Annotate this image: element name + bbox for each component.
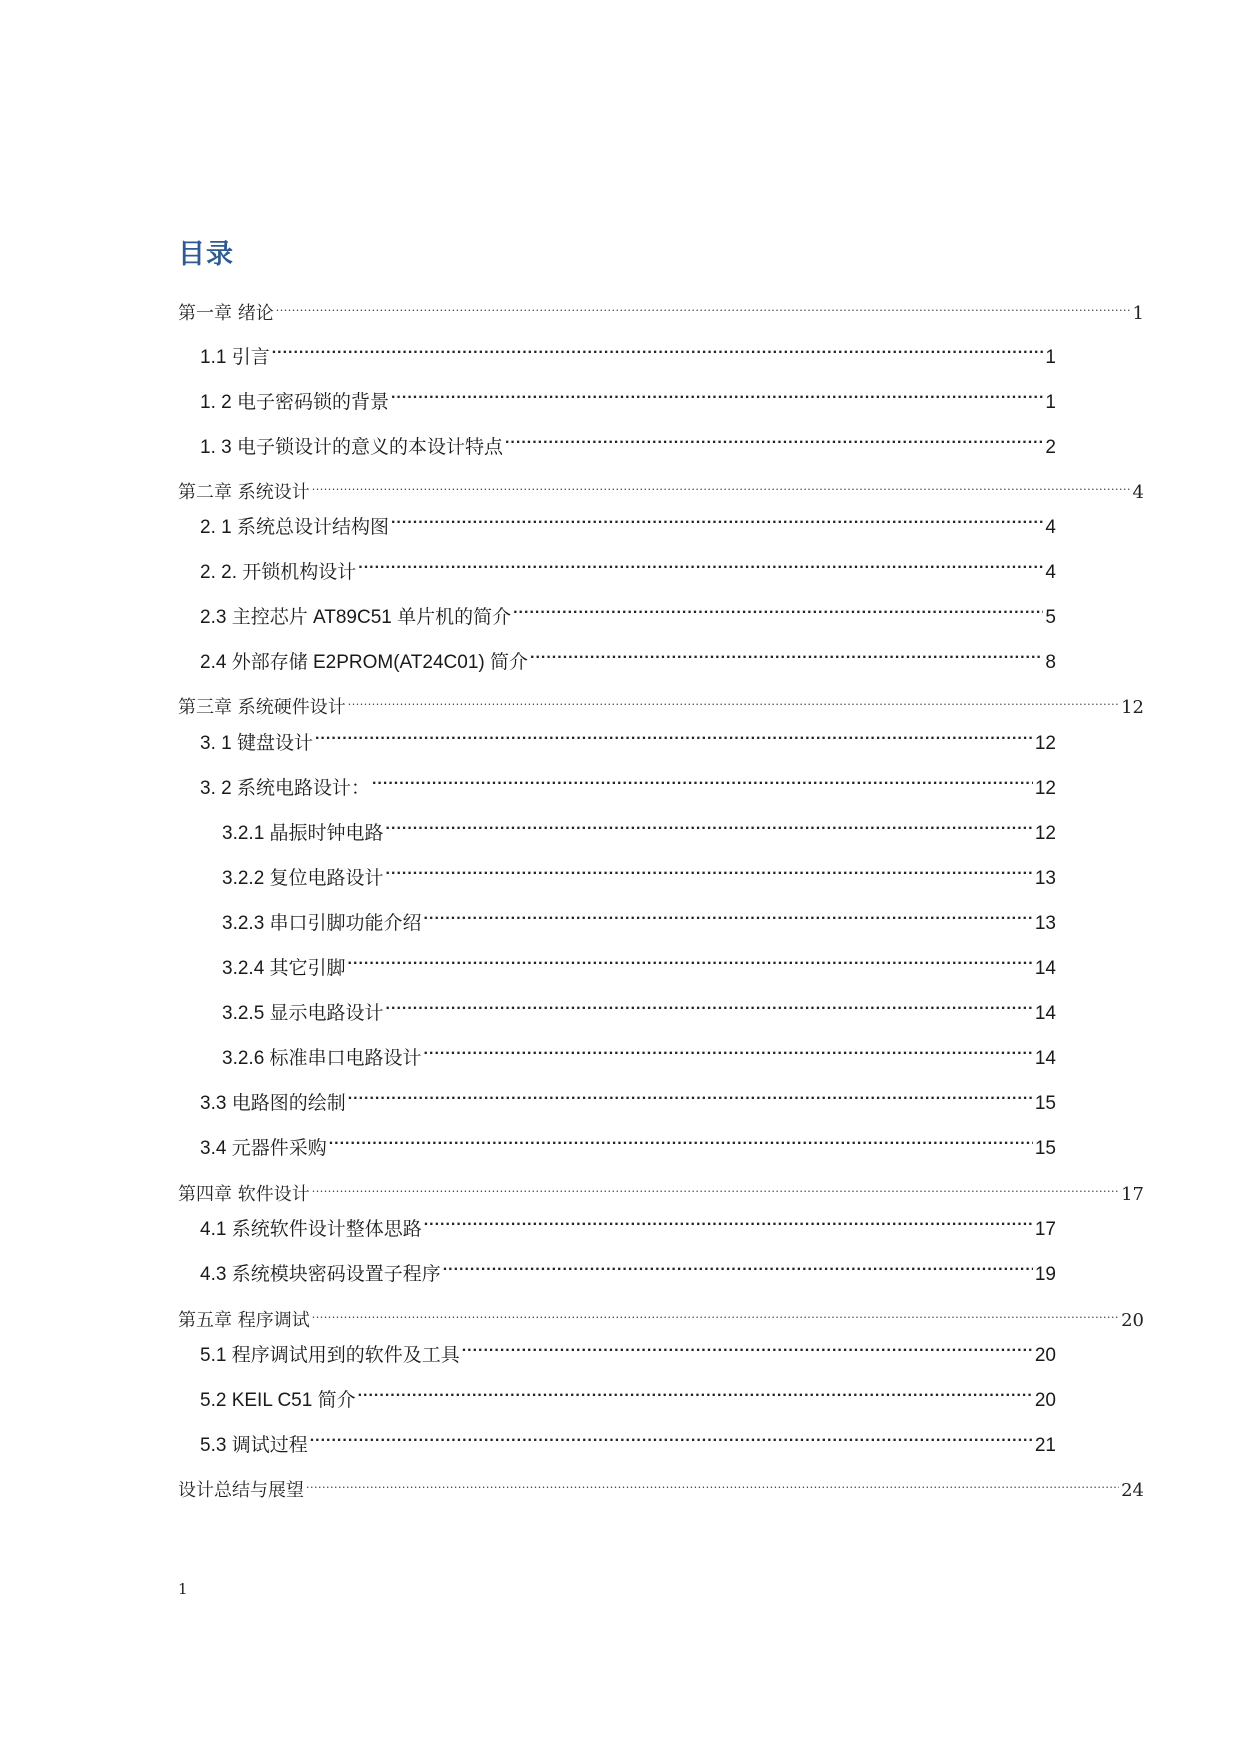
toc-entry-page-number: 1 xyxy=(1045,392,1056,413)
dot-leader xyxy=(372,764,1033,794)
toc-entry-chapter[interactable] xyxy=(178,289,1144,324)
toc-entry-title: 1. 3 电子锁设计的意义的本设计特点 xyxy=(200,437,503,458)
toc-entry-title: 3.2.4 其它引脚 xyxy=(222,958,346,979)
toc-entry-title: 第四章 软件设计 xyxy=(178,1184,310,1205)
toc-entry-sub[interactable] xyxy=(222,1034,1056,1069)
dot-leader xyxy=(462,1331,1033,1361)
toc-entry-section[interactable] xyxy=(200,1421,1056,1456)
toc-entry-page-number: 19 xyxy=(1034,1264,1056,1285)
toc-entry-title: 1. 2 电子密码锁的背景 xyxy=(200,392,389,413)
toc-entry-page-number: 24 xyxy=(1121,1480,1144,1501)
dot-leader xyxy=(315,719,1033,749)
dot-leader xyxy=(310,1421,1033,1451)
toc-entry-page-number: 14 xyxy=(1034,958,1056,979)
toc-entry-section[interactable] xyxy=(200,719,1056,754)
toc-entry-title: 第二章 系统设计 xyxy=(178,482,310,503)
dot-leader xyxy=(272,333,1044,363)
toc-entry-title: 4.3 系统模块密码设置子程序 xyxy=(200,1264,441,1285)
toc-entry-page-number: 8 xyxy=(1045,652,1056,673)
toc-entry-page-number: 20 xyxy=(1121,1310,1144,1331)
dot-leader xyxy=(391,378,1043,408)
toc-entry-title: 3. 1 键盘设计 xyxy=(200,733,313,754)
toc-entry-title: 3.2.2 复位电路设计 xyxy=(222,868,384,889)
toc-entry-sub[interactable] xyxy=(222,899,1056,934)
toc-entry-page-number: 15 xyxy=(1034,1093,1056,1114)
toc-entry-page-number: 12 xyxy=(1034,778,1056,799)
dot-leader xyxy=(312,1296,1119,1326)
toc-entry-section[interactable] xyxy=(200,638,1056,673)
dot-leader xyxy=(358,548,1043,578)
toc-entry-page-number: 4 xyxy=(1132,482,1144,503)
toc-entry-title: 5.3 调试过程 xyxy=(200,1435,308,1456)
dot-leader xyxy=(424,899,1033,929)
toc-entry-title: 2.3 主控芯片 AT89C51 单片机的简介 xyxy=(200,607,512,628)
toc-entry-section[interactable] xyxy=(200,1205,1056,1240)
toc-entry-chapter[interactable] xyxy=(178,1466,1144,1501)
toc-entry-title: 设计总结与展望 xyxy=(178,1480,304,1501)
dot-leader xyxy=(306,1466,1119,1496)
toc-entry-title: 5.1 程序调试用到的软件及工具 xyxy=(200,1345,460,1366)
toc-entry-title: 3.2.1 晶振时钟电路 xyxy=(222,823,384,844)
toc-entry-page-number: 20 xyxy=(1034,1390,1056,1411)
dot-leader xyxy=(424,1034,1033,1064)
dot-leader xyxy=(443,1250,1033,1280)
toc-entry-page-number: 1 xyxy=(1132,303,1144,324)
toc-entry-title: 4.1 系统软件设计整体思路 xyxy=(200,1219,422,1240)
toc-entry-title: 5.2 KEIL C51 简介 xyxy=(200,1390,356,1411)
toc-entry-page-number: 2 xyxy=(1045,437,1056,458)
toc-entry-section[interactable] xyxy=(200,548,1056,583)
toc-entry-sub[interactable] xyxy=(222,989,1056,1024)
toc-entry-page-number: 5 xyxy=(1045,607,1056,628)
dot-leader xyxy=(391,503,1043,533)
dot-leader xyxy=(348,944,1033,974)
toc-entry-title: 3.2.3 串口引脚功能介绍 xyxy=(222,913,422,934)
toc-entry-page-number: 20 xyxy=(1034,1345,1056,1366)
toc-entry-section[interactable] xyxy=(200,503,1056,538)
toc-entry-section[interactable] xyxy=(200,1376,1056,1411)
dot-leader xyxy=(329,1124,1033,1154)
dot-leader xyxy=(386,854,1033,884)
page-number: 1 xyxy=(178,1580,188,1598)
toc-entry-title: 1.1 引言 xyxy=(200,347,270,368)
dot-leader xyxy=(312,1170,1119,1200)
dot-leader xyxy=(348,683,1119,713)
dot-leader xyxy=(424,1205,1033,1235)
dot-leader xyxy=(505,423,1043,453)
toc-entry-page-number: 4 xyxy=(1045,562,1056,583)
dot-leader xyxy=(386,809,1033,839)
toc-entry-section[interactable] xyxy=(200,593,1056,628)
toc-entry-page-number: 12 xyxy=(1034,823,1056,844)
dot-leader xyxy=(276,289,1131,319)
toc-entry-title: 2. 1 系统总设计结构图 xyxy=(200,517,389,538)
toc-entry-title: 3.3 电路图的绘制 xyxy=(200,1093,346,1114)
toc-entry-page-number: 17 xyxy=(1034,1219,1056,1240)
toc-entry-title: 2. 2. 开锁机构设计 xyxy=(200,562,357,583)
toc-entry-page-number: 12 xyxy=(1034,733,1056,754)
toc-entry-section[interactable] xyxy=(200,764,1056,799)
dot-leader xyxy=(358,1376,1033,1406)
toc-entry-chapter[interactable] xyxy=(178,468,1144,503)
toc-entry-section[interactable] xyxy=(200,1124,1056,1159)
toc-entry-chapter[interactable] xyxy=(178,1296,1144,1331)
dot-leader xyxy=(386,989,1033,1019)
dot-leader xyxy=(513,593,1043,623)
toc-entry-section[interactable] xyxy=(200,1250,1056,1285)
toc-entry-title: 3.4 元器件采购 xyxy=(200,1138,327,1159)
toc-entry-page-number: 17 xyxy=(1121,1184,1144,1205)
toc-entry-title: 第三章 系统硬件设计 xyxy=(178,697,346,718)
toc-entry-page-number: 14 xyxy=(1034,1048,1056,1069)
toc-entry-page-number: 1 xyxy=(1045,347,1056,368)
toc-entry-page-number: 13 xyxy=(1034,913,1056,934)
dot-leader xyxy=(530,638,1043,668)
dot-leader xyxy=(348,1079,1033,1109)
toc-entry-section[interactable] xyxy=(200,1331,1056,1366)
toc-entry-chapter[interactable] xyxy=(178,1170,1144,1205)
toc-entry-title: 3. 2 系统电路设计： xyxy=(200,778,370,799)
toc-entry-title: 第五章 程序调试 xyxy=(178,1310,310,1331)
toc-entry-section[interactable] xyxy=(200,1079,1056,1114)
dot-leader xyxy=(312,468,1131,498)
toc-entry-title: 3.2.5 显示电路设计 xyxy=(222,1003,384,1024)
toc-entry-page-number: 15 xyxy=(1034,1138,1056,1159)
toc-entry-page-number: 12 xyxy=(1121,697,1144,718)
toc-entry-sub[interactable] xyxy=(222,854,1056,889)
toc-entry-title: 2.4 外部存储 E2PROM(AT24C01) 简介 xyxy=(200,652,529,673)
toc-entry-chapter[interactable] xyxy=(178,683,1144,718)
toc-entry-page-number: 21 xyxy=(1034,1435,1056,1456)
toc-title: 目录 xyxy=(178,239,234,270)
toc-entry-page-number: 4 xyxy=(1045,517,1056,538)
toc-entry-title: 第一章 绪论 xyxy=(178,303,274,324)
toc-entry-page-number: 13 xyxy=(1034,868,1056,889)
toc-entry-sub[interactable] xyxy=(222,944,1056,979)
toc-entry-title: 3.2.6 标准串口电路设计 xyxy=(222,1048,422,1069)
toc-entry-section[interactable] xyxy=(200,378,1056,413)
toc-entry-sub[interactable] xyxy=(222,809,1056,844)
toc-entry-section[interactable] xyxy=(200,333,1056,368)
toc-entry-page-number: 14 xyxy=(1034,1003,1056,1024)
toc-entry-section[interactable] xyxy=(200,423,1056,458)
